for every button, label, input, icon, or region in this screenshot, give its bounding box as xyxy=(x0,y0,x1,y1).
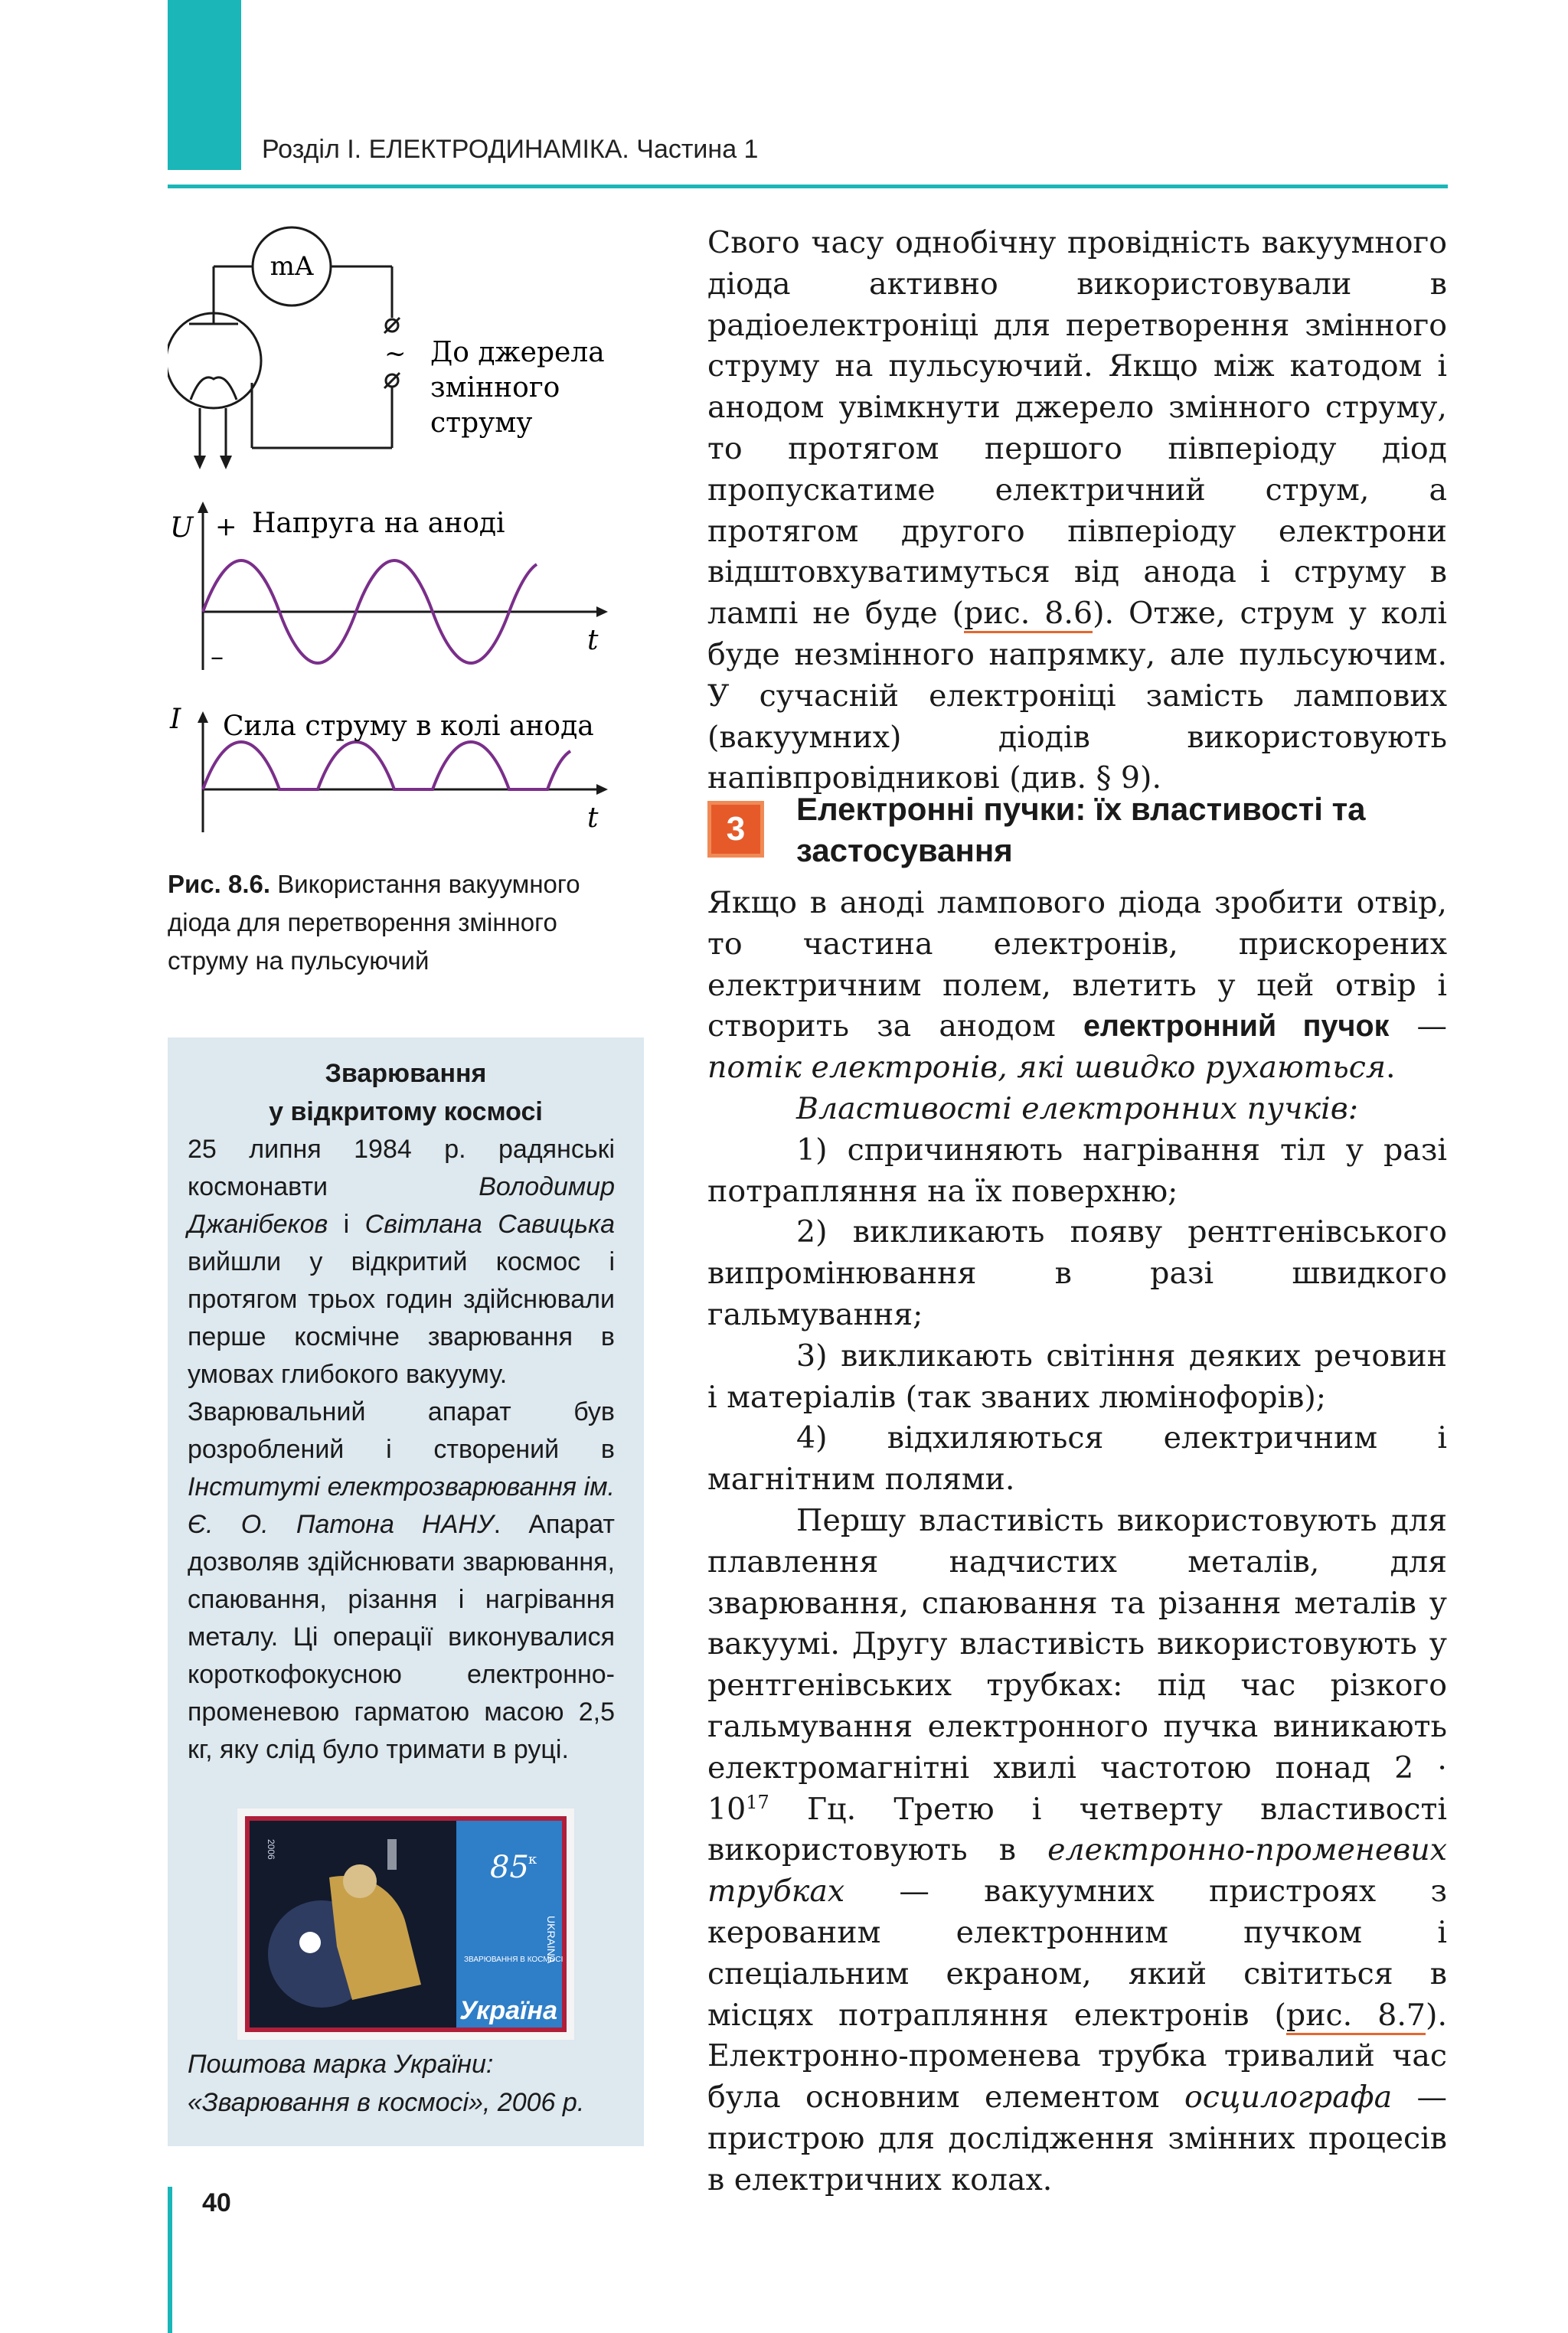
cosmonaut-name-1: Володимир Джанібеков xyxy=(188,1172,615,1239)
sidebar-title-line2: у відкритому космосі xyxy=(269,1097,543,1126)
source-label-line3: струму xyxy=(430,407,533,439)
body-paragraph-3: Першу властивість використовують для плавлення надчистих металів, для зварювання, спаювання та різання металів у вакуумі. Другу властивість використовують у рентгенівських трубках: під час різкого гальмування електронного пучка виникають електромагнітні хвилі частотою понад $2 \cdot 10^{17}$ Гц. Третю і четверту властивості використовують в електронно-променевих трубках — вакуумних пристроях з керованим електронним пучком і спеціальним екраном, який світиться в місцях потрапляння електронів (рис. 8.7). Електронно-променева трубка тривалий час була основним елементом осцилографа — пристрою для дослідження змінних процесів в електричних колах. xyxy=(707,1502,1448,2197)
figure-reference-8-7[interactable]: рис. 8.7 xyxy=(1286,1998,1426,2035)
cosmonaut-name-2: Світлана Савицька xyxy=(364,1210,615,1239)
figure-8-6 xyxy=(168,218,642,854)
source-label-line2: змінного xyxy=(430,372,560,404)
figure-caption-number: Рис. 8.6. xyxy=(168,870,271,898)
minus-sign: – xyxy=(211,642,224,672)
time-axis-label-2: t xyxy=(587,802,599,834)
sidebar-title-line1: Зварювання xyxy=(325,1059,487,1088)
plus-sign: + xyxy=(215,511,237,542)
current-pulsating-curve xyxy=(203,742,570,789)
term-electron-beam: електронний пучок xyxy=(1083,1009,1390,1044)
stamp-currency: к xyxy=(528,1851,537,1867)
property-2: 2) викликають появу рентгенівського випромінювання в разі швидкого гальмування; xyxy=(707,1214,1447,1332)
figure-caption xyxy=(168,865,642,980)
body-paragraph-2: Якщо в аноді лампового діода зробити отвір, то частина електронів, прискорених електричним полем, влетить у цей отвір і створить за анодом електронний пучок — потік електронів, які швидко рухаються. xyxy=(707,885,1447,1086)
term-crt: електронно-променевих трубках xyxy=(707,1832,1447,1910)
voltage-graph-title: Напруга на аноді xyxy=(252,508,505,539)
figure-caption-text: Використання вакуумного діода для перетворення змінного струму на пульсуючий xyxy=(168,870,580,975)
sidebar-paragraph-1: 25 липня 1984 р. радянські космонавти Володимир Джанібеков і Світлана Савицька вийшли у відкритий космос і протягом трьох годин здійснювали перше космічне зварювання в умовах глибокого вакууму. xyxy=(188,1135,615,1389)
current-graph-title: Сила струму в колі анода xyxy=(223,711,594,742)
figure-reference-8-6[interactable]: рис. 8.6 xyxy=(964,596,1093,633)
term-definition: потік електронів, які швидко рухаються xyxy=(707,1050,1386,1086)
postage-stamp-image xyxy=(237,1809,574,2040)
stamp-country-vertical: UKRAINA xyxy=(545,1916,557,1964)
term-oscilloscope: осцилографа xyxy=(1184,2080,1393,2116)
properties-heading: Властивості електронних пучків: xyxy=(796,1090,1359,1126)
stamp-caption-line1: Поштова марка України: xyxy=(188,2050,494,2079)
sidebar-text xyxy=(168,1131,644,1769)
section-title: Електронні пучки: їх властивості та застосування xyxy=(796,791,1366,868)
property-1: 1) спричиняють нагрівання тіл у разі потрапляння на їх поверхню; xyxy=(707,1132,1447,1209)
header-accent-block xyxy=(168,0,241,170)
current-axis-label: I xyxy=(170,704,181,735)
voltage-axis-label: U xyxy=(170,512,194,544)
tilde-symbol: ~ xyxy=(384,338,407,369)
section-body xyxy=(707,883,1447,2201)
section-number-badge xyxy=(707,801,764,858)
stamp-country: Україна xyxy=(459,1996,557,2025)
sidebar-paragraph-2: Зварювальний апарат був розроблений і створений в Інституті електрозварювання ім. Є. О. Патона НАНУ. Апарат дозволяв здійснювати зварювання, спаювання, різання і нагрівання металу. Ці операції виконувалися короткофокусною електронно-променевою гарматою масою 2,5 кг, яку слід було тримати в руці. xyxy=(188,1397,615,1764)
vacuum-diode xyxy=(168,313,261,408)
source-label-line1: До джерела xyxy=(430,337,605,368)
running-title: Розділ І. ЕЛЕКТРОДИНАМІКА. Частина 1 xyxy=(262,135,759,164)
meter-label: mA xyxy=(270,251,314,282)
section-number: 3 xyxy=(711,805,760,854)
exponent: 17 xyxy=(746,1791,769,1813)
footer-accent-bar xyxy=(168,2187,172,2333)
stamp-value: 85 xyxy=(490,1850,529,1885)
property-3: 3) викликають світіння деяких речовин і матеріалів (так званих люмінофорів); xyxy=(707,1338,1447,1415)
time-axis-label-1: t xyxy=(587,625,599,656)
stamp-caption xyxy=(188,2045,632,2122)
institute-name: Інституті електрозварювання ім. Є. О. Патона НАНУ xyxy=(188,1472,615,1539)
sidebar-title xyxy=(168,1054,644,1131)
body-paragraph-1: Свого часу однобічну провідність вакуумного діода активно використовували в радіоелектроніці для перетворення змінного струму на пульсуючий. Якщо між катодом і анодом увімкнути джерело змінного струму, то протягом першого півперіоду діод пропускатиме електричний струм, а протягом другого півперіоду електрони відштовхуватимуться від анода і струму в лампі не буде (рис. 8.6). Отже, струм у колі буде незмінного напрямку, але пульсуючим. У сучасній електроніці замість лампових (вакуумних) діодів використовують напівпровідникові (див. § 9). xyxy=(707,225,1448,796)
header-rule xyxy=(168,185,1448,188)
sidebar-box xyxy=(168,1037,644,2146)
stamp-small-text: ЗВАРЮВАННЯ В КОСМОСІ xyxy=(464,1956,564,1964)
stamp-caption-line2: «Зварювання в космосі», 2006 р. xyxy=(188,2088,585,2117)
property-4: 4) відхиляються електричним і магнітним полями. xyxy=(707,1420,1447,1498)
page-number: 40 xyxy=(202,2188,231,2217)
stamp-year: 2006 xyxy=(266,1839,276,1860)
